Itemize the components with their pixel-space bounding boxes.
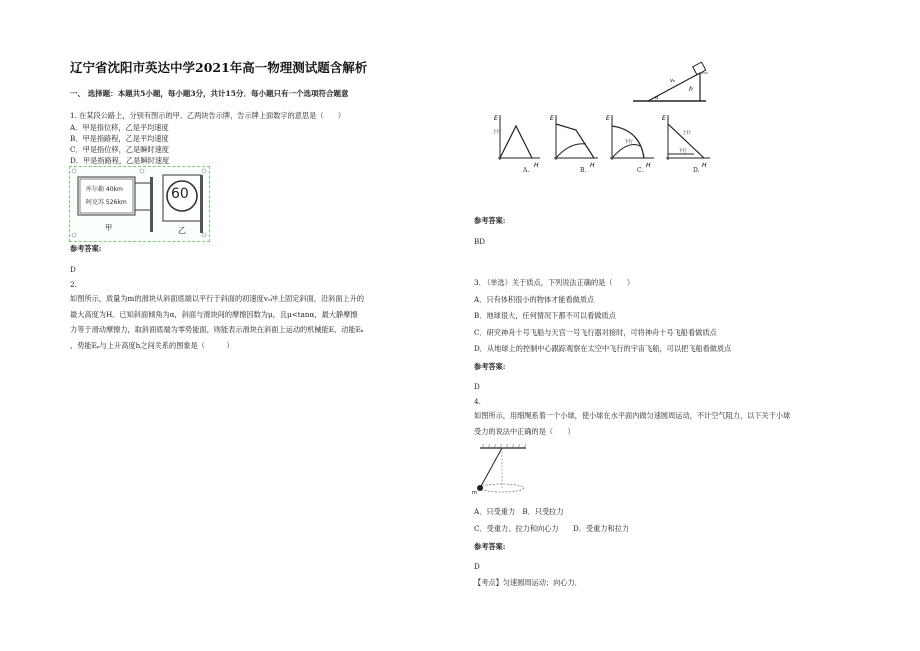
graph-label-a: A. (523, 167, 530, 174)
sign-line-1: 库尔勒 40km (86, 186, 123, 193)
q4-stem (474, 408, 790, 439)
q2-answer-label: 参考答案: (474, 216, 506, 225)
q2-line-4: 、势能Eₚ与上升高度h之间关系的图象是（ ） (70, 340, 234, 350)
q4-number: 4. (474, 397, 481, 406)
svg-text:上行: 上行 (492, 130, 501, 135)
q4-point: 【考点】匀速圆周运动；向心力． (474, 578, 582, 587)
svg-text:H: H (702, 162, 707, 169)
svg-text:H: H (590, 162, 595, 169)
q2-line-1: 如图所示，质量为m的滑块从斜面底端以平行于斜面的初速度v₀冲上固定斜面，沿斜面上升的 (70, 294, 365, 303)
svg-text:E: E (662, 115, 666, 122)
conical-pendulum-figure (470, 444, 530, 496)
graph-label-b: B. (580, 167, 587, 174)
q1-answer-label: 参考答案: (70, 244, 102, 253)
q3-option-a: A．只有体积很小的物体才能看做质点 (474, 295, 595, 304)
section-heading: 一、 选择题：本题共5小题，每小题3分，共计15分．每小题只有一个选项符合题意 (70, 89, 349, 98)
incline-figure (628, 58, 718, 108)
q2-stem (70, 291, 364, 353)
q3-option-c: C．研究神舟十号飞船与天宫一号飞行器对接时，可将神舟十号飞船看做质点 (474, 328, 717, 337)
svg-text:E: E (606, 115, 610, 122)
graph-d (662, 115, 710, 169)
q4-line-2: 受力的说法中正确的是（ ） (474, 426, 575, 436)
graph-label-c: C. (637, 167, 644, 174)
q2-line-3: 力等于滑动摩擦力，取斜面底端为零势能面，则能表示滑块在斜面上运动的机械能E、动能Eₖ (70, 325, 364, 334)
sign-label-yi: 乙 (178, 226, 186, 235)
svg-text:E: E (550, 115, 554, 122)
q4-answer: D (474, 562, 480, 571)
svg-text:下行: 下行 (624, 140, 633, 145)
graph-label-d: D. (693, 167, 700, 174)
q2-number: 2. (70, 280, 77, 289)
svg-text:α: α (655, 95, 659, 101)
q3-stem: 3. （单选）关于质点，下列说法正确的是（ ） (474, 278, 635, 287)
q4-answer-label: 参考答案: (474, 542, 506, 551)
svg-text:H: H (534, 162, 539, 169)
q4-line-1: 如图所示，用细绳系着一个小球，使小球在水平面内做匀速圆周运动，不计空气阻力，以下关于小球 (474, 411, 791, 420)
svg-text:m: m (472, 490, 477, 496)
q1-sign-figure (69, 166, 210, 242)
q1-option-a: A．甲是指位移，乙是平均速度 (70, 123, 169, 132)
speed-limit-value: 60 (171, 186, 189, 202)
svg-text:上行: 上行 (682, 131, 691, 136)
page-title: 辽宁省沈阳市英达中学2021年高一物理测试题含解析 (70, 60, 368, 75)
svg-text:H: H (646, 162, 651, 169)
q4-options-2: C．受重力、拉力和向心力 D．受重力和拉力 (474, 524, 630, 533)
q3-option-d: D．从地球上的控制中心跟踪观察在太空中飞行的宇宙飞船，可以把飞船看做质点 (474, 344, 732, 353)
q1-option-b: B．甲是指路程，乙是平均速度 (70, 134, 169, 143)
q1-answer: D (70, 265, 76, 274)
svg-text:h: h (689, 86, 693, 93)
q3-option-b: B．地球很大，任何情况下都不可以看做质点 (474, 311, 616, 320)
q1-option-c: C．甲是指位移，乙是瞬时速度 (70, 145, 169, 154)
q3-answer: D (474, 382, 480, 391)
q2-line-2: 最大高度为H。已知斜面倾角为α，斜面与滑块间的摩擦因数为μ，且μ<tanα，最大静摩擦 (70, 309, 358, 319)
svg-text:v₀: v₀ (670, 78, 675, 84)
q1-option-d: D．甲是指路程，乙是瞬时速度 (70, 156, 170, 165)
q3-answer-label: 参考答案: (474, 362, 506, 371)
graph-c (606, 115, 654, 169)
q4-options-1: A．只受重力 B．只受拉力 (474, 507, 564, 516)
graph-a (492, 115, 540, 169)
q2-answer: BD (474, 237, 486, 246)
svg-text:下行: 下行 (678, 149, 687, 154)
svg-text:E: E (494, 115, 498, 122)
sign-line-2: 阿克苏 526km (86, 199, 127, 206)
graph-b (550, 115, 598, 169)
sign-label-jia: 甲 (105, 223, 113, 232)
q1-stem: 1. 在某段公路上，分别有图示的甲、乙两块告示牌，告示牌上面数字的意思是（ ） (70, 111, 346, 120)
